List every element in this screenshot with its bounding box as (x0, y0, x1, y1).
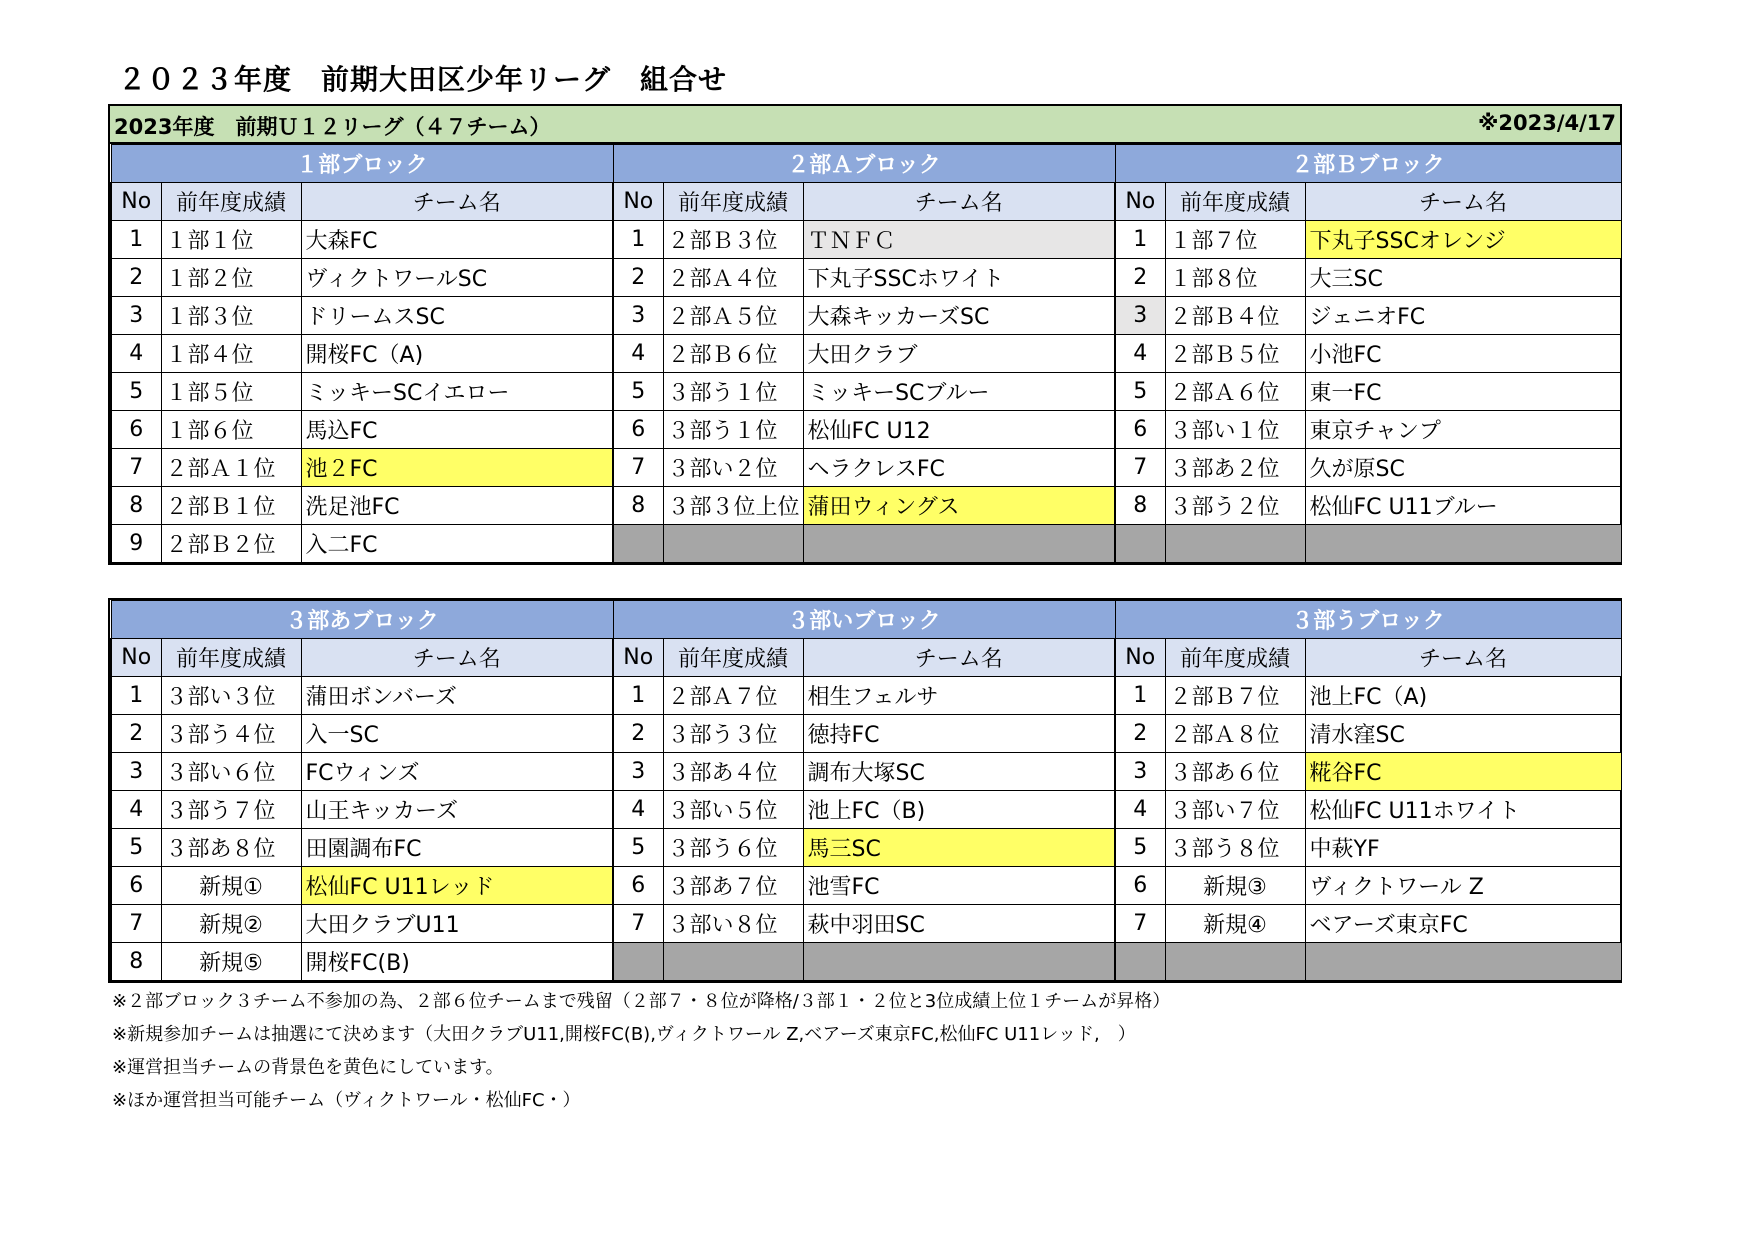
col-header-prev: 前年度成績 (663, 639, 803, 677)
table-row (111, 829, 1621, 867)
col-header-team: チーム名 (301, 183, 613, 221)
row-team-name: ヴィクトワール Z (1305, 867, 1621, 905)
row-prev-result: ３部３位上位 (663, 487, 803, 525)
row-prev-result: １部３位 (161, 297, 301, 335)
row-team-name: ミッキーSCイエロー (301, 373, 613, 411)
table-row (111, 373, 1621, 411)
row-team-name: ミッキーSCブルー (803, 373, 1115, 411)
row-no: 6 (1115, 411, 1165, 449)
row-no: 2 (111, 715, 161, 753)
col-header-team: チーム名 (803, 183, 1115, 221)
row-team-name: 久が原SC (1305, 449, 1621, 487)
col-header-team: チーム名 (301, 639, 613, 677)
note-line: ※ほか運営担当可能チーム（ヴィクトワール・松仙FC・） (112, 1090, 581, 1111)
row-no: 3 (613, 753, 663, 791)
row-team-name: 中萩YF (1305, 829, 1621, 867)
note-line: ※運営担当チームの背景色を黄色にしています。 (112, 1057, 504, 1078)
col-header-team: チーム名 (1305, 639, 1621, 677)
row-team-name: 相生フェルサ (803, 677, 1115, 715)
row-no: 5 (613, 373, 663, 411)
col-header-prev: 前年度成績 (663, 183, 803, 221)
row-prev-result: ３部う６位 (663, 829, 803, 867)
col-header-no: No (613, 183, 663, 221)
row-prev-result: ２部Ｂ５位 (1165, 335, 1305, 373)
row-no: 3 (111, 753, 161, 791)
row-no: 2 (613, 259, 663, 297)
col-header-team: チーム名 (803, 639, 1115, 677)
table-row (111, 905, 1621, 943)
row-no: 5 (1115, 373, 1165, 411)
league-table-lower (108, 598, 1622, 983)
table-row (111, 487, 1621, 525)
row-no: 6 (613, 867, 663, 905)
row-team-name: 萩中羽田SC (803, 905, 1115, 943)
row-team-name: 徳持FC (803, 715, 1115, 753)
row-prev-result: １部４位 (161, 335, 301, 373)
col-header-no: No (111, 639, 161, 677)
row-no: 6 (111, 411, 161, 449)
row-team-name: 入二FC (301, 525, 613, 563)
col-header-prev: 前年度成績 (161, 639, 301, 677)
row-prev-result: ２部Ａ８位 (1165, 715, 1305, 753)
table-row (111, 259, 1621, 297)
block-title: １部ブロック (111, 145, 613, 183)
row-prev-result: １部１位 (161, 221, 301, 259)
row-no: 4 (111, 791, 161, 829)
row-no: 2 (1115, 715, 1165, 753)
row-prev-result: ３部あ８位 (161, 829, 301, 867)
row-no: 6 (613, 411, 663, 449)
row-no: 6 (111, 867, 161, 905)
row-team-name: 大三SC (1305, 259, 1621, 297)
table-row (111, 297, 1621, 335)
row-team-name: 蒲田ウィングス (803, 487, 1115, 525)
league-title-bar (110, 106, 1620, 144)
row-no: 3 (1115, 297, 1165, 335)
row-team-name: 山王キッカーズ (301, 791, 613, 829)
table-row (111, 335, 1621, 373)
row-prev-result: ３部う８位 (1165, 829, 1305, 867)
table-row (111, 943, 1621, 981)
row-team-name: 調布大塚SC (803, 753, 1115, 791)
row-team-name: 大田クラブ (803, 335, 1115, 373)
note-line: ※２部ブロック３チーム不参加の為、２部６位チームまで残留（２部７・８位が降格/３部１・２位と3位成績上位１チームが昇格） (112, 991, 1171, 1012)
col-header-prev: 前年度成績 (1165, 639, 1305, 677)
note-line: ※新規参加チームは抽選にて決めます（大田クラブU11,開桜FC(B),ヴィクトワール Z,ベアーズ東京FC,松仙FC U11レッド, ） (112, 1024, 1136, 1045)
row-prev-result: ２部Ａ６位 (1165, 373, 1305, 411)
table-row (111, 525, 1621, 563)
row-prev-result: ３部い２位 (663, 449, 803, 487)
row-prev-result: ３部い１位 (1165, 411, 1305, 449)
empty-cell (1115, 525, 1165, 563)
row-no: 5 (111, 829, 161, 867)
col-header-no: No (111, 183, 161, 221)
row-no: 4 (1115, 335, 1165, 373)
row-no: 7 (613, 449, 663, 487)
row-no: 1 (1115, 221, 1165, 259)
empty-cell (663, 943, 803, 981)
blocks-grid-upper (110, 144, 1622, 563)
row-prev-result: ２部Ｂ２位 (161, 525, 301, 563)
row-prev-result: 新規⑤ (161, 943, 301, 981)
row-team-name: 松仙FC U11レッド (301, 867, 613, 905)
row-prev-result: １部２位 (161, 259, 301, 297)
table-row (111, 677, 1621, 715)
row-team-name: 池上FC（B) (803, 791, 1115, 829)
league-title: 2023年度 前期Ｕ１２リーグ（４７チーム） (114, 115, 551, 139)
row-no: 9 (111, 525, 161, 563)
row-prev-result: 新規③ (1165, 867, 1305, 905)
row-no: 7 (613, 905, 663, 943)
row-no: 5 (1115, 829, 1165, 867)
empty-cell (613, 943, 663, 981)
row-no: 8 (111, 487, 161, 525)
row-prev-result: ３部い５位 (663, 791, 803, 829)
row-no: 1 (1115, 677, 1165, 715)
row-prev-result: ２部Ａ１位 (161, 449, 301, 487)
row-no: 8 (111, 943, 161, 981)
row-no: 1 (613, 677, 663, 715)
block-title: ３部いブロック (613, 601, 1115, 639)
header-row (111, 639, 1621, 677)
row-no: 7 (111, 449, 161, 487)
row-prev-result: ３部う３位 (663, 715, 803, 753)
row-no: 7 (1115, 449, 1165, 487)
row-prev-result: ３部あ７位 (663, 867, 803, 905)
col-header-no: No (1115, 183, 1165, 221)
row-no: 3 (111, 297, 161, 335)
row-prev-result: ２部Ｂ３位 (663, 221, 803, 259)
row-prev-result: ３部う１位 (663, 411, 803, 449)
col-header-no: No (1115, 639, 1165, 677)
col-header-no: No (613, 639, 663, 677)
row-prev-result: ３部あ２位 (1165, 449, 1305, 487)
row-team-name: 馬三SC (803, 829, 1115, 867)
row-prev-result: ２部Ｂ７位 (1165, 677, 1305, 715)
table-row (111, 715, 1621, 753)
row-team-name: 下丸子SSCホワイト (803, 259, 1115, 297)
row-no: 1 (111, 677, 161, 715)
table-row (111, 411, 1621, 449)
empty-cell (803, 943, 1115, 981)
league-table-upper (108, 104, 1622, 565)
row-prev-result: 新規① (161, 867, 301, 905)
row-team-name: 下丸子SSCオレンジ (1305, 221, 1621, 259)
row-prev-result: ３部い６位 (161, 753, 301, 791)
table-row (111, 449, 1621, 487)
row-prev-result: ３部あ６位 (1165, 753, 1305, 791)
league-date: ※2023/4/17 (1477, 111, 1616, 135)
empty-cell (613, 525, 663, 563)
row-team-name: 大森FC (301, 221, 613, 259)
row-prev-result: １部５位 (161, 373, 301, 411)
row-team-name: ドリームスSC (301, 297, 613, 335)
row-team-name: 開桜FC(B) (301, 943, 613, 981)
notes (112, 985, 1170, 1117)
table-row (111, 867, 1621, 905)
row-prev-result: ３部あ４位 (663, 753, 803, 791)
row-team-name: 松仙FC U12 (803, 411, 1115, 449)
row-prev-result: ３部う２位 (1165, 487, 1305, 525)
row-team-name: 東京チャンプ (1305, 411, 1621, 449)
row-team-name: 開桜FC（A) (301, 335, 613, 373)
row-team-name: 東一FC (1305, 373, 1621, 411)
row-team-name: ジェニオFC (1305, 297, 1621, 335)
row-prev-result: ３部う４位 (161, 715, 301, 753)
row-prev-result: ３部い３位 (161, 677, 301, 715)
row-no: 7 (1115, 905, 1165, 943)
block-title: ２部Ａブロック (613, 145, 1115, 183)
row-team-name: ベアーズ東京FC (1305, 905, 1621, 943)
row-prev-result: １部７位 (1165, 221, 1305, 259)
empty-cell (1165, 525, 1305, 563)
row-team-name: 大田クラブU11 (301, 905, 613, 943)
row-no: 4 (1115, 791, 1165, 829)
row-no: 1 (111, 221, 161, 259)
row-no: 6 (1115, 867, 1165, 905)
row-no: 3 (1115, 753, 1165, 791)
row-prev-result: １部８位 (1165, 259, 1305, 297)
row-team-name: ヴィクトワールSC (301, 259, 613, 297)
col-header-prev: 前年度成績 (1165, 183, 1305, 221)
block-title: ３部うブロック (1115, 601, 1621, 639)
row-no: 2 (613, 715, 663, 753)
row-no: 4 (111, 335, 161, 373)
empty-cell (1165, 943, 1305, 981)
row-no: 1 (613, 221, 663, 259)
row-team-name: 洗足池FC (301, 487, 613, 525)
row-prev-result: ２部Ａ４位 (663, 259, 803, 297)
row-prev-result: １部６位 (161, 411, 301, 449)
row-no: 2 (111, 259, 161, 297)
row-no: 5 (111, 373, 161, 411)
blocks-grid-lower (110, 600, 1622, 981)
row-team-name: 池２FC (301, 449, 613, 487)
row-prev-result: ２部Ａ７位 (663, 677, 803, 715)
row-team-name: 蒲田ボンバーズ (301, 677, 613, 715)
row-team-name: 清水窪SC (1305, 715, 1621, 753)
row-prev-result: ２部Ｂ４位 (1165, 297, 1305, 335)
row-team-name: 松仙FC U11ホワイト (1305, 791, 1621, 829)
row-no: 4 (613, 791, 663, 829)
row-team-name: ヘラクレスFC (803, 449, 1115, 487)
row-team-name: 入一SC (301, 715, 613, 753)
block-title: ３部あブロック (111, 601, 613, 639)
row-team-name: 池雪FC (803, 867, 1115, 905)
row-prev-result: ２部Ｂ６位 (663, 335, 803, 373)
row-team-name: 馬込FC (301, 411, 613, 449)
col-header-prev: 前年度成績 (161, 183, 301, 221)
row-no: 5 (613, 829, 663, 867)
row-prev-result: ３部う７位 (161, 791, 301, 829)
row-team-name: 大森キッカーズSC (803, 297, 1115, 335)
row-prev-result: ３部う１位 (663, 373, 803, 411)
row-no: 3 (613, 297, 663, 335)
row-prev-result: ３部い８位 (663, 905, 803, 943)
row-no: 7 (111, 905, 161, 943)
row-team-name: ＴＮＦＣ (803, 221, 1115, 259)
row-no: 8 (1115, 487, 1165, 525)
row-team-name: 池上FC（A) (1305, 677, 1621, 715)
page-title: ２０２３年度 前期大田区少年リーグ 組合せ (118, 63, 728, 96)
header-row (111, 183, 1621, 221)
empty-cell (663, 525, 803, 563)
row-no: 8 (613, 487, 663, 525)
row-team-name: 松仙FC U11ブルー (1305, 487, 1621, 525)
row-team-name: 糀谷FC (1305, 753, 1621, 791)
empty-cell (1115, 943, 1165, 981)
row-team-name: 田園調布FC (301, 829, 613, 867)
row-prev-result: ３部い７位 (1165, 791, 1305, 829)
table-row (111, 791, 1621, 829)
row-no: 2 (1115, 259, 1165, 297)
row-prev-result: 新規② (161, 905, 301, 943)
row-prev-result: ２部Ａ５位 (663, 297, 803, 335)
row-no: 4 (613, 335, 663, 373)
empty-cell (803, 525, 1115, 563)
block-title: ２部Ｂブロック (1115, 145, 1621, 183)
col-header-team: チーム名 (1305, 183, 1621, 221)
table-row (111, 753, 1621, 791)
empty-cell (1305, 943, 1621, 981)
table-row (111, 221, 1621, 259)
row-prev-result: 新規④ (1165, 905, 1305, 943)
row-prev-result: ２部Ｂ１位 (161, 487, 301, 525)
empty-cell (1305, 525, 1621, 563)
row-team-name: 小池FC (1305, 335, 1621, 373)
row-team-name: FCウィンズ (301, 753, 613, 791)
